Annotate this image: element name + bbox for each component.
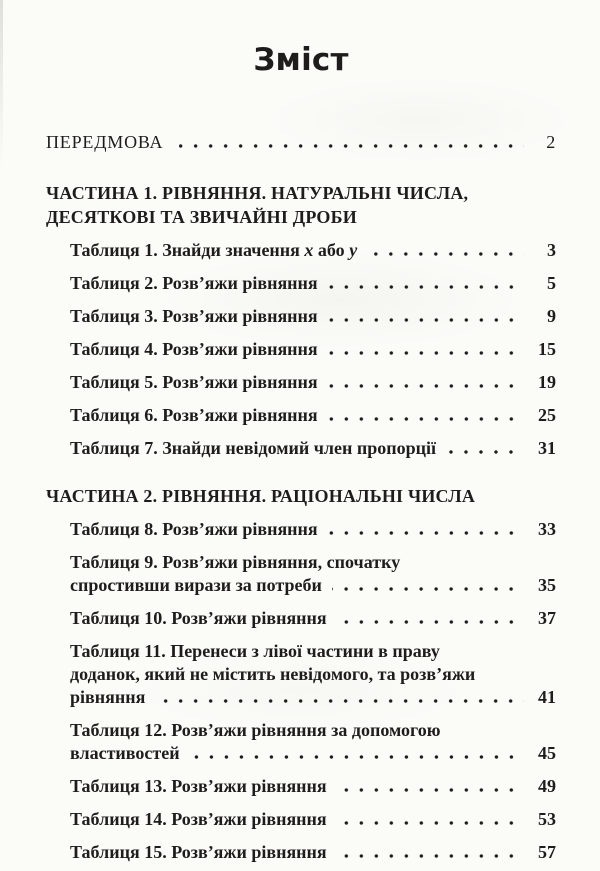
page-number: 35: [538, 575, 556, 595]
section-heading-part2: [46, 484, 556, 508]
math-var-x: x: [304, 240, 314, 260]
dot-leader: [328, 384, 524, 388]
page-number: 37: [538, 608, 556, 628]
dot-leader: [328, 318, 524, 322]
page-number: 41: [538, 687, 556, 707]
toc-entry: [70, 841, 556, 864]
toc-entry: [70, 305, 556, 328]
toc-entry: [70, 518, 556, 541]
entry-label: Таблиця 13. Розв’яжи рівняння: [70, 776, 327, 796]
entry-label: Таблиця 10. Розв’яжи рівняння: [70, 608, 327, 628]
entry-label: Таблиця 7. Знайди невідомий член пропорції: [70, 438, 437, 458]
page-number: 31: [538, 438, 556, 458]
dot-leader: [332, 587, 524, 591]
section-heading-part1: [46, 181, 556, 229]
dot-leader: [328, 285, 524, 289]
dot-leader: [190, 755, 524, 759]
entry-label: Таблиця 3. Розв’яжи рівняння: [70, 306, 318, 326]
section-entries-part1: [46, 239, 556, 460]
page-number: 53: [538, 809, 556, 829]
dot-leader: [446, 450, 524, 454]
entry-label-continued: доданок, який не містить невідомого, та розв’яжи: [70, 664, 476, 684]
dot-leader: [328, 531, 524, 535]
page-number: 49: [538, 776, 556, 796]
page-number: 9: [547, 306, 556, 326]
dot-leader: [337, 788, 524, 792]
toc-entry-preface: [46, 132, 556, 153]
toc-entry: [70, 272, 556, 295]
section-heading-line: ДЕСЯТКОВІ ТА ЗВИЧАЙНІ ДРОБИ: [46, 207, 357, 227]
toc-entry: [70, 239, 556, 262]
page-number: 3: [547, 240, 556, 260]
toc-entry: [70, 640, 556, 709]
page-number: 25: [538, 405, 556, 425]
dot-leader: [337, 620, 524, 624]
section-heading-line: ЧАСТИНА 2. РІВНЯННЯ. РАЦІОНАЛЬНІ ЧИСЛА: [46, 486, 476, 506]
entry-label: Таблиця 4. Розв’яжи рівняння: [70, 339, 318, 359]
math-var-y: y: [349, 240, 358, 260]
toc-entry: [70, 437, 556, 460]
entry-label-continued: властивостей: [70, 743, 180, 763]
entry-label: Таблиця 14. Розв’яжи рівняння: [70, 809, 327, 829]
entry-label: Таблиця 1. Знайди значення x або y: [70, 240, 358, 260]
section-entries-part2: [46, 518, 556, 864]
toc-entry: [70, 775, 556, 798]
entry-label: Таблиця 8. Розв’яжи рівняння: [70, 519, 318, 539]
dot-leader: [328, 351, 524, 355]
page-number: 33: [538, 519, 556, 539]
entry-label-continued: спростивши вирази за потреби: [70, 575, 322, 595]
page-number: 2: [546, 132, 556, 152]
section-heading-line: ЧАСТИНА 1. РІВНЯННЯ. НАТУРАЛЬНІ ЧИСЛА,: [46, 183, 469, 203]
page-number: 57: [538, 842, 556, 862]
dot-leader: [337, 854, 524, 858]
entry-label: Таблиця 6. Розв’яжи рівняння: [70, 405, 318, 425]
entry-label: Таблиця 2. Розв’яжи рівняння: [70, 273, 318, 293]
entry-label: Таблиця 12. Розв’яжи рівняння за допомогою: [70, 720, 441, 740]
page-number: 19: [538, 372, 556, 392]
toc-entry: [70, 338, 556, 361]
page-number: 45: [538, 743, 556, 763]
entry-label: Таблиця 15. Розв’яжи рівняння: [70, 842, 327, 862]
dot-leader: [337, 821, 524, 825]
dot-leader: [328, 417, 524, 421]
dot-leader: [155, 699, 524, 703]
entry-label-continued: рівняння: [70, 687, 146, 707]
toc-entry: [70, 371, 556, 394]
toc-entry: [70, 551, 556, 597]
dot-leader: [179, 144, 524, 148]
entry-label: ПЕРЕДМОВА: [46, 132, 164, 152]
page-number: 15: [538, 339, 556, 359]
toc-entry: [70, 719, 556, 765]
entry-label: Таблиця 11. Перенеси з лівої частини в праву: [70, 641, 440, 661]
entry-label: Таблиця 5. Розв’яжи рівняння: [70, 372, 318, 392]
dot-leader: [367, 252, 524, 256]
page-title: Зміст: [253, 42, 349, 78]
toc-entry: [70, 404, 556, 427]
toc-entry: [70, 607, 556, 630]
toc-entry: [70, 808, 556, 831]
page-number: 5: [547, 273, 556, 293]
entry-label: Таблиця 9. Розв’яжи рівняння, спочатку: [70, 552, 401, 572]
